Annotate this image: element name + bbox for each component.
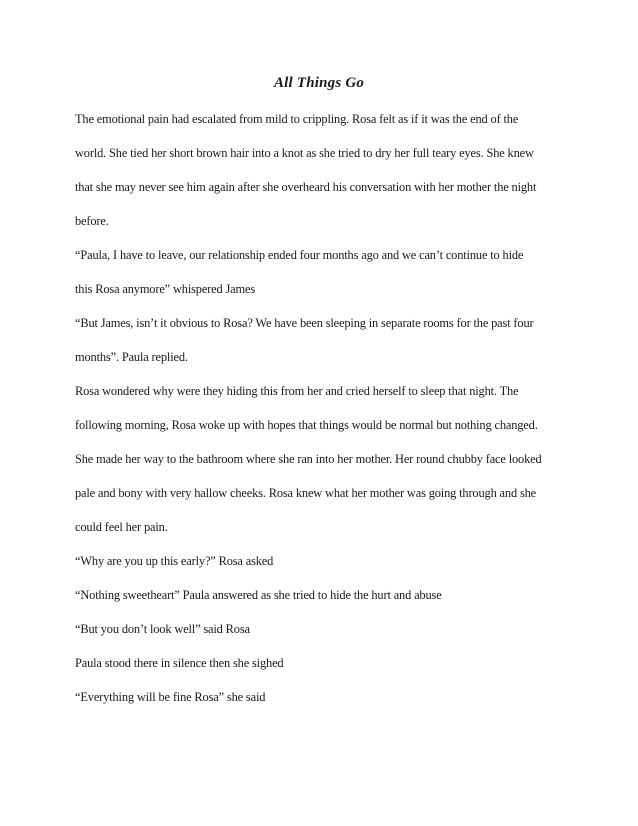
text-line: following morning, Rosa woke up with hopes that things would be normal but nothing changed. — [75, 418, 538, 432]
document-title: All Things Go — [273, 75, 365, 91]
text-line: She made her way to the bathroom where she ran into her mother. Her round chubby face looked — [75, 452, 542, 466]
text-line: world. She tied her short brown hair into a knot as she tried to dry her full teary eyes. She knew — [75, 146, 534, 160]
text-line: “Why are you up this early?” Rosa asked — [75, 554, 274, 568]
text-line: “Nothing sweetheart” Paula answered as she tried to hide the hurt and abuse — [75, 588, 442, 602]
document-body — [75, 112, 575, 724]
text-line: Rosa wondered why were they hiding this from her and cried herself to sleep that night. The — [75, 384, 519, 398]
text-line: “Paula, I have to leave, our relationship ended four months ago and we can’t continue to hide — [75, 248, 524, 262]
text-line: “But you don’t look well” said Rosa — [75, 622, 250, 636]
text-line: could feel her pain. — [75, 520, 168, 534]
text-line: “But James, isn’t it obvious to Rosa? We have been sleeping in separate rooms for the past four — [75, 316, 534, 330]
text-line: before. — [75, 214, 109, 228]
text-line: Paula stood there in silence then she sighed — [75, 656, 284, 670]
text-line: months”. Paula replied. — [75, 350, 188, 364]
text-line: The emotional pain had escalated from mild to crippling. Rosa felt as if it was the end of the — [75, 112, 519, 126]
text-line: pale and bony with very hallow cheeks. Rosa knew what her mother was going through and she — [75, 486, 537, 500]
text-line: that she may never see him again after she overheard his conversation with her mother the night — [75, 180, 537, 194]
text-line: this Rosa anymore” whispered James — [75, 282, 256, 296]
text-line: “Everything will be fine Rosa” she said — [75, 690, 266, 704]
